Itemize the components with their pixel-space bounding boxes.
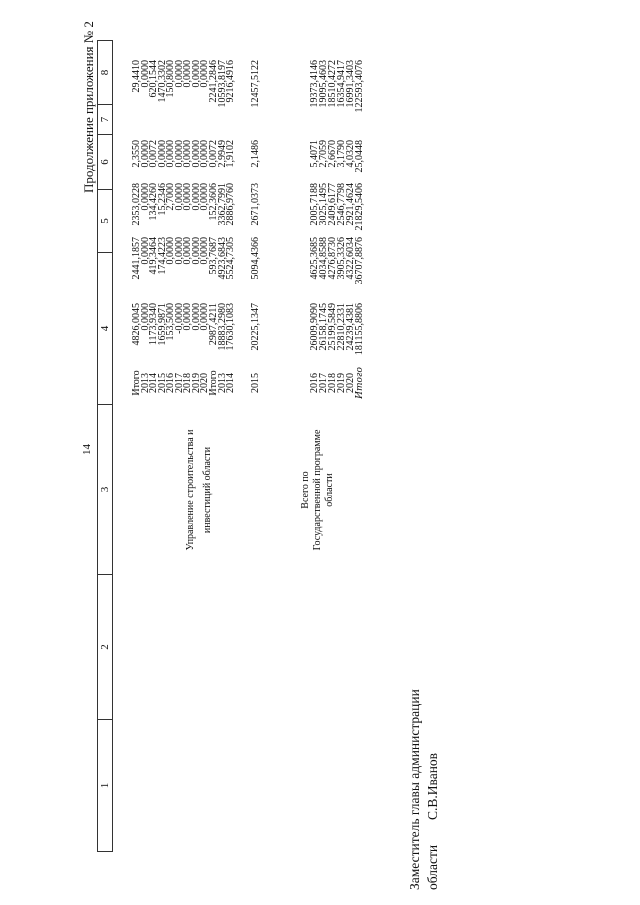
year-cell: Итого xyxy=(131,370,142,396)
column-number-2: 2 xyxy=(97,575,113,720)
col6-value: 2353,0228 xyxy=(131,183,142,226)
group-label-line: области xyxy=(324,473,335,507)
col5-value: 0,0000 xyxy=(199,237,210,265)
col7-value: 4,0320 xyxy=(345,140,356,168)
group-label-line: Всего по xyxy=(300,471,311,509)
col4-value: 1173,9340 xyxy=(148,303,159,346)
year-cell: 2019 xyxy=(336,373,347,393)
col4-value: 0,0000 xyxy=(139,303,151,331)
year-cell: Итого xyxy=(355,367,365,399)
col4-value: 1659,9871 xyxy=(156,303,168,346)
col7-value: 0,0000 xyxy=(156,140,168,168)
year-cell: 2015 xyxy=(250,373,261,393)
col5-value: 0,0000 xyxy=(139,237,151,265)
group-label-line: инвестиций области xyxy=(202,446,213,534)
group-label-line: Государственной программе xyxy=(312,429,323,551)
col7-value: 0,0000 xyxy=(165,140,176,168)
col5-value: 4322,6034 xyxy=(345,237,356,280)
year-cell: 2018 xyxy=(182,373,193,393)
year-cell: 2020 xyxy=(345,373,356,393)
col8-value: 18510,4272 xyxy=(327,60,338,108)
col8-value: 620,1544 xyxy=(148,60,159,98)
col6-value: 2921,4624 xyxy=(345,183,356,226)
col7-value: 0,0072 xyxy=(208,140,219,168)
col6-value: 21829,5406 xyxy=(354,183,365,231)
col6-value: 2,7000 xyxy=(165,183,176,211)
col6-value: 0,0000 xyxy=(139,183,151,211)
col5-value: 4625,3685 xyxy=(309,237,320,280)
col4-value: 0,0000 xyxy=(182,303,193,331)
col7-value: 3,1790 xyxy=(336,140,347,168)
year-cell: 2016 xyxy=(165,373,176,393)
year-cell: 2013 xyxy=(216,373,228,393)
col5-value: 174,4223 xyxy=(156,237,168,275)
year-cell: 2019 xyxy=(190,373,202,393)
col5-value: 4034,8588 xyxy=(318,237,329,280)
col4-value: 18883,2980 xyxy=(216,303,228,351)
col6-value: 2886,9760 xyxy=(225,183,236,226)
col4-value: 24239,4381 xyxy=(345,303,356,351)
col4-value: 0,0000 xyxy=(199,303,210,331)
col7-value: 2,6670 xyxy=(327,140,338,168)
column-number-8: 8 xyxy=(97,40,113,105)
col5-value: 4923,6843 xyxy=(216,237,228,280)
col5-value: 3905,3326 xyxy=(336,237,347,280)
col4-value: 0,0000 xyxy=(190,303,202,331)
col8-value: 29,4410 xyxy=(131,60,142,93)
col5-value: 36707,8876 xyxy=(354,237,365,285)
col8-value: 122593,4076 xyxy=(354,60,365,113)
year-cell: 2014 xyxy=(148,373,159,393)
year-cell: 2018 xyxy=(327,373,338,393)
col4-value: 20225,1347 xyxy=(250,303,261,351)
signature-region: области xyxy=(425,844,440,890)
col7-value: 0,0072 xyxy=(148,140,159,168)
col8-value: 0,0000 xyxy=(182,60,193,88)
col4-value: 22810,2331 xyxy=(336,303,347,351)
col4-value: 153,5000 xyxy=(165,303,176,341)
col7-value: 2,7059 xyxy=(318,140,329,168)
column-number-7: 7 xyxy=(97,105,113,135)
col8-value: 19095,4603 xyxy=(318,60,329,108)
col6-value: 2409,6177 xyxy=(327,183,338,226)
col8-value: 16354,9417 xyxy=(336,60,347,108)
col5-value: 5094,4366 xyxy=(250,237,261,280)
col8-value: 150,8000 xyxy=(165,60,176,98)
col8-value: 10593,8197 xyxy=(216,60,228,108)
year-cell: Итого xyxy=(208,370,219,396)
col5-value: 419,3464 xyxy=(148,237,159,275)
col7-value: 25,0448 xyxy=(354,140,365,173)
col4-value: -0,0000 xyxy=(173,303,185,334)
col6-value: 0,0000 xyxy=(182,183,193,211)
col5-value: 2441,1857 xyxy=(131,237,142,280)
year-cell: 2014 xyxy=(225,373,236,393)
col8-value: 0,0000 xyxy=(199,60,210,88)
col5-value: 0,0000 xyxy=(190,237,202,265)
col5-value: 5524,7305 xyxy=(225,237,236,280)
column-number-3: 3 xyxy=(97,405,113,575)
col8-value: 0,0000 xyxy=(190,60,202,88)
col6-value: 2671,0373 xyxy=(250,183,261,226)
col6-value: 0,0000 xyxy=(173,183,185,211)
column-number-6: 6 xyxy=(97,135,113,190)
col6-value: 134,4260 xyxy=(148,183,159,221)
col4-value: 181155,8806 xyxy=(354,303,365,356)
col7-value: 5,4071 xyxy=(309,140,320,168)
col8-value: 16991,3403 xyxy=(345,60,356,108)
col7-value: 0,0000 xyxy=(199,140,210,168)
col8-value: 0,0000 xyxy=(173,60,185,88)
col4-value: 17630,1083 xyxy=(225,303,236,351)
col5-value: 4276,8730 xyxy=(327,237,338,280)
col6-value: 2005,7188 xyxy=(309,183,320,226)
col8-value: 0,0000 xyxy=(139,60,151,88)
col4-value: 26158,1745 xyxy=(318,303,329,351)
year-cell: 2017 xyxy=(318,373,329,393)
group-label-line: Управление строительства и xyxy=(185,429,196,551)
col5-value: 0,0000 xyxy=(165,237,176,265)
col6-value: 152,3606 xyxy=(208,183,219,221)
col6-value: 0,0000 xyxy=(199,183,210,211)
signature-position: Заместитель главы администрации xyxy=(407,689,422,890)
col7-value: 2,1486 xyxy=(250,140,261,168)
col8-value: 12457,5122 xyxy=(250,60,261,108)
col8-value: 1470,3302 xyxy=(156,60,168,103)
year-cell: 2020 xyxy=(199,373,210,393)
col8-value: 19373,4146 xyxy=(309,60,320,108)
col7-value: 0,0000 xyxy=(190,140,202,168)
year-cell: 2017 xyxy=(173,373,185,393)
signature-name: С.В.Иванов xyxy=(425,752,440,820)
col8-value: 2241,2846 xyxy=(208,60,219,103)
col6-value: 3362,7991 xyxy=(216,183,228,226)
column-number-1: 1 xyxy=(97,720,113,852)
year-cell: 2016 xyxy=(309,373,320,393)
col7-value: 0,0000 xyxy=(182,140,193,168)
col6-value: 0,0000 xyxy=(190,183,202,211)
column-number-4: 4 xyxy=(97,253,113,405)
col4-value: 25199,5849 xyxy=(327,303,338,351)
year-cell: 2013 xyxy=(139,373,151,393)
column-number-5: 5 xyxy=(97,190,113,253)
col4-value: 26009,9090 xyxy=(309,303,320,351)
page-number: 14 xyxy=(81,444,93,455)
col7-value: 2,9949 xyxy=(216,140,228,168)
col8-value: 9216,4916 xyxy=(225,60,236,103)
col7-value: 1,9102 xyxy=(225,140,236,168)
col4-value: 4826,0045 xyxy=(131,303,142,346)
col5-value: 593,7687 xyxy=(208,237,219,275)
year-cell: 2015 xyxy=(156,373,168,393)
col6-value: 15,2346 xyxy=(156,183,168,216)
col7-value: 2,3550 xyxy=(131,140,142,168)
col7-value: 0,0000 xyxy=(173,140,185,168)
col6-value: 2546,7798 xyxy=(336,183,347,226)
col6-value: 3025,1495 xyxy=(318,183,329,226)
col5-value: 0,0000 xyxy=(182,237,193,265)
col7-value: 0,0000 xyxy=(139,140,151,168)
continuation-title: Продолжение приложения № 2 xyxy=(81,21,96,193)
col5-value: 0,0000 xyxy=(173,237,185,265)
col4-value: 2987,4211 xyxy=(208,303,219,346)
